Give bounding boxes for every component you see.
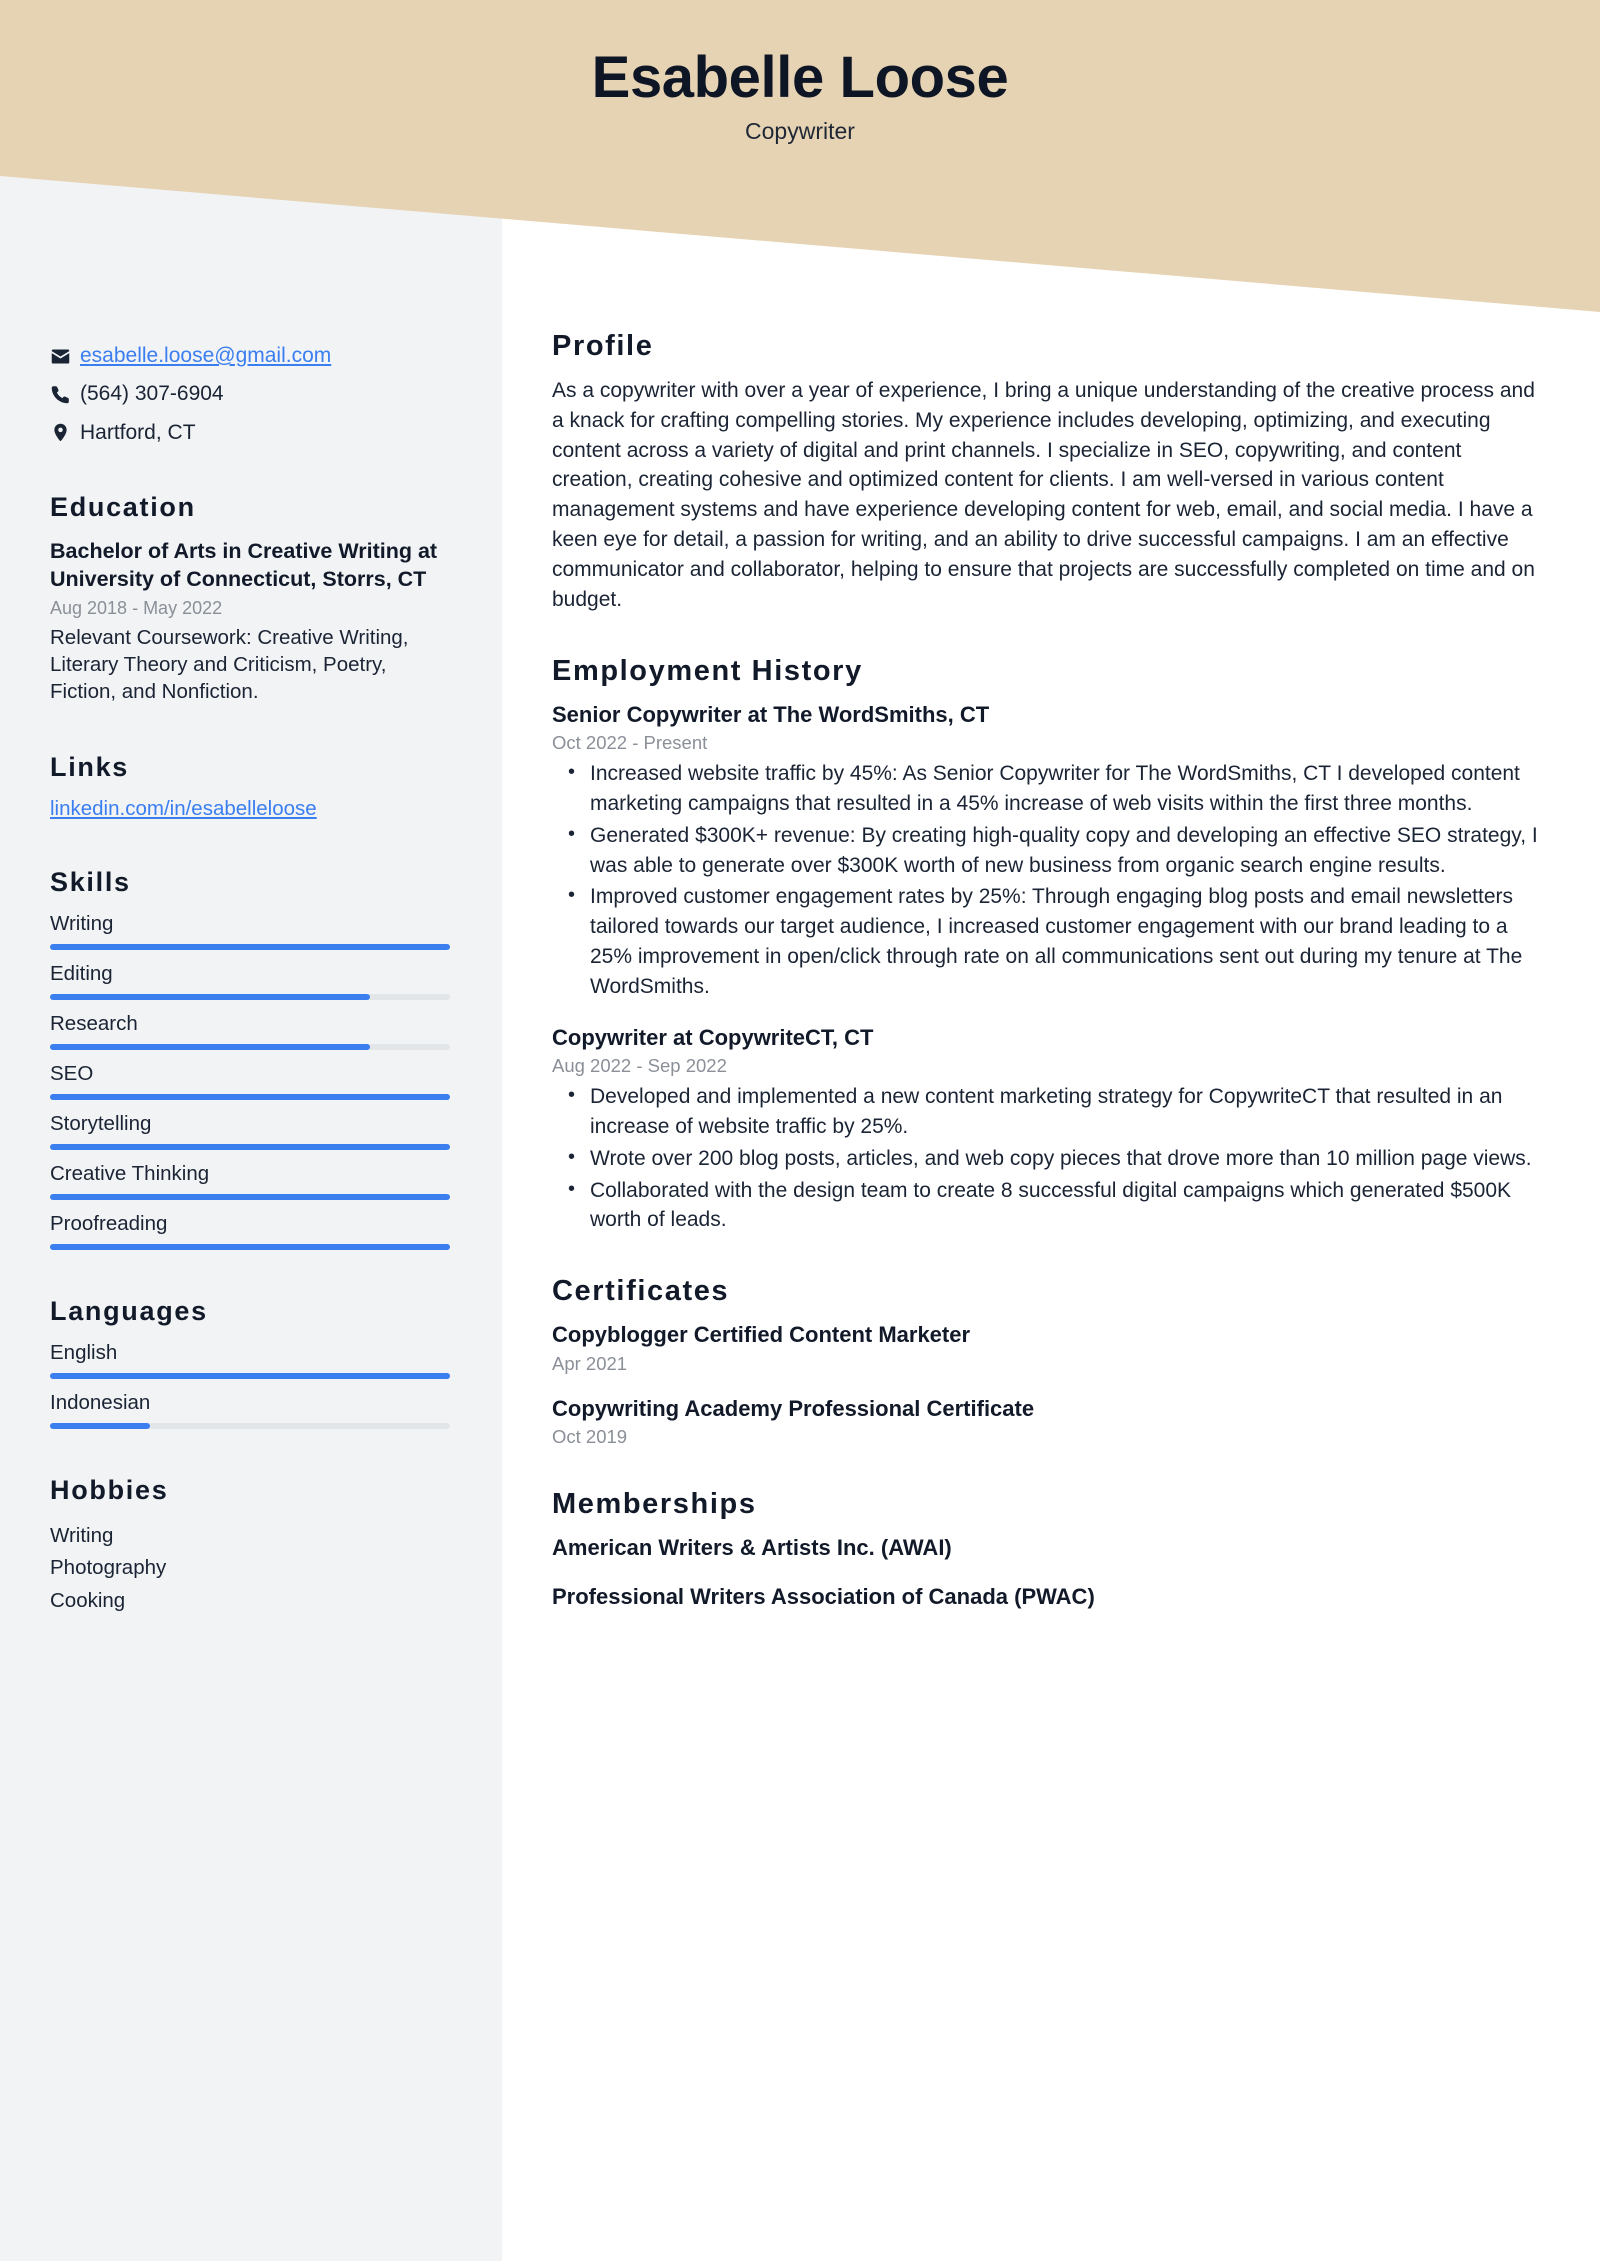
hobbies-list [50,1520,450,1618]
skill-level-track [50,1094,450,1100]
language-level-fill [50,1373,450,1379]
language-item [50,1391,450,1429]
section-skills [50,867,450,1250]
contact-list [50,343,450,446]
section-memberships [552,1488,1542,1611]
employment-list [552,701,1542,1236]
section-employment [552,655,1542,1236]
phone-number: (564) 307-6904 [80,382,224,406]
employment-bullet: • Improved customer engagement rates by 25%: Through engaging blog posts and email newsletters tailored towards our target audience, I increased customer engagement with our brand leading to a 25% improvement in open/click through rate on all communications sent out during my tenure at The WordSmiths. [590,882,1542,1001]
language-level-fill [50,1423,150,1429]
certificate-date: Apr 2021 [552,1352,628,1374]
skill-item [50,1162,450,1200]
skill-level-track [50,1144,450,1150]
skill-label: Research [50,1011,138,1035]
employment-bullet: • Collaborated with the design team to create 8 successful digital campaigns which generated $500K worth of leads. [590,1176,1542,1236]
skill-level-track [50,944,450,950]
employment-bullet: • Increased website traffic by 45%: As Senior Copywriter for The WordSmiths, CT I developed content marketing campaigns that resulted in a 45% increase of web visits within the first three months. [590,759,1542,819]
skill-level-fill [50,1244,450,1250]
skill-label: Proofreading [50,1211,168,1235]
membership-item: Professional Writers Association of Canada (PWAC) [552,1584,1095,1610]
education-description: Relevant Coursework: Creative Writing, Literary Theory and Criticism, Poetry, Fiction, and Nonfiction. [50,625,409,704]
employment-role: Copywriter at CopywriteCT, CT [552,1024,874,1050]
skill-level-track [50,1044,450,1050]
hobby-item: Writing [50,1523,114,1547]
skill-level-fill [50,1144,450,1150]
skill-item [50,1012,450,1050]
certificate-date: Oct 2019 [552,1426,628,1448]
skills-heading: Skills [50,866,131,897]
employment-bullet: • Generated $300K+ revenue: By creating high-quality copy and developing an effective SEO strategy, I was able to generate over $300K worth of new business from organic search engine results. [590,821,1542,881]
employment-role: Senior Copywriter at The WordSmiths, CT [552,701,990,727]
skill-level-fill [50,944,450,950]
language-label: English [50,1340,118,1364]
hobbies-heading: Hobbies [50,1474,169,1505]
skill-label: SEO [50,1061,94,1085]
certificate-entry [552,1395,1542,1449]
main-content [552,330,1542,1652]
membership-item: American Writers & Artists Inc. (AWAI) [552,1535,952,1561]
language-item [50,1341,450,1379]
languages-heading: Languages [50,1295,208,1326]
skill-item [50,962,450,1000]
skill-level-track [50,994,450,1000]
link-item-linkedin[interactable]: linkedin.com/in/esabelleloose [50,796,317,820]
employment-date: Aug 2022 - Sep 2022 [552,1055,727,1077]
contact-item-email[interactable] [50,343,450,369]
skill-label: Writing [50,911,114,935]
certificates-list [552,1321,1542,1448]
profile-heading: Profile [552,330,654,362]
skill-item [50,1062,450,1100]
certificate-title: Copyblogger Certified Content Marketer [552,1322,971,1348]
section-links [50,752,450,821]
language-level-track [50,1373,450,1379]
skill-level-fill [50,1194,450,1200]
skill-level-fill [50,994,370,1000]
language-label: Indonesian [50,1390,151,1414]
skills-list [50,912,450,1250]
skill-label: Editing [50,961,113,985]
certificate-entry [552,1321,1542,1375]
employment-entry [552,701,1542,1002]
links-heading: Links [50,751,130,782]
skill-label: Creative Thinking [50,1161,210,1185]
page-title: Esabelle Loose [591,45,1009,110]
skill-level-track [50,1244,450,1250]
languages-list [50,1341,450,1429]
job-title: Copywriter [745,117,855,144]
employment-bullet: • Developed and implemented a new content marketing strategy for CopywriteCT that resulted in an increase of website traffic by 25%. [590,1082,1542,1142]
education-heading: Education [50,491,196,522]
certificate-title: Copywriting Academy Professional Certificate [552,1395,1035,1421]
hobby-item: Photography [50,1556,167,1580]
skill-level-fill [50,1044,370,1050]
skill-item [50,912,450,950]
header [0,0,1600,200]
memberships-list [552,1534,1542,1611]
language-level-track [50,1423,450,1429]
skill-level-fill [50,1094,450,1100]
section-hobbies [50,1475,450,1618]
employment-date: Oct 2022 - Present [552,732,708,754]
memberships-heading: Memberships [552,1488,757,1521]
education-date: Aug 2018 - May 2022 [50,597,223,618]
skill-level-track [50,1194,450,1200]
education-item [50,537,450,706]
skill-item [50,1112,450,1150]
certificates-heading: Certificates [552,1275,730,1308]
employment-entry [552,1024,1542,1236]
education-title: Bachelor of Arts in Creative Writing at University of Connecticut, Storrs, CT [50,538,438,592]
section-profile [552,330,1542,615]
contact-item-location [50,420,450,446]
envelope-icon [50,346,80,367]
skill-item [50,1212,450,1250]
employment-bullet: • Wrote over 200 blog posts, articles, and web copy pieces that drove more than 10 million page views. [590,1144,1542,1174]
section-languages [50,1296,450,1429]
profile-text: As a copywriter with over a year of experience, I bring a unique understanding of the creative process and a knack for crafting compelling stories. My experience includes developing, optimizing, and executing content across a variety of digital and print channels. I specialize in SEO, copywriting, and content creation, creating cohesive and optimized content for clients. I am well-versed in various content management systems and have experience developing content for web, email, and social media. I have a keen eye for detail, a passion for writing, and an ability to drive successful campaigns. I am an effective communicator and collaborator, helping to ensure that projects are successfully completed on time and on budget. [552,379,1535,611]
section-certificates [552,1275,1542,1448]
sidebar [0,330,502,1618]
email-link[interactable]: esabelle.loose@gmail.com [80,344,332,367]
employment-bullet-list [552,759,1542,1002]
skill-label: Storytelling [50,1111,152,1135]
hobby-item: Cooking [50,1589,126,1613]
phone-icon [50,384,80,405]
location-pin-icon [50,422,80,443]
section-education [50,492,450,706]
employment-heading: Employment History [552,654,863,687]
employment-bullet-list [552,1082,1542,1235]
contact-item-phone [50,381,450,407]
location-text: Hartford, CT [80,420,196,444]
